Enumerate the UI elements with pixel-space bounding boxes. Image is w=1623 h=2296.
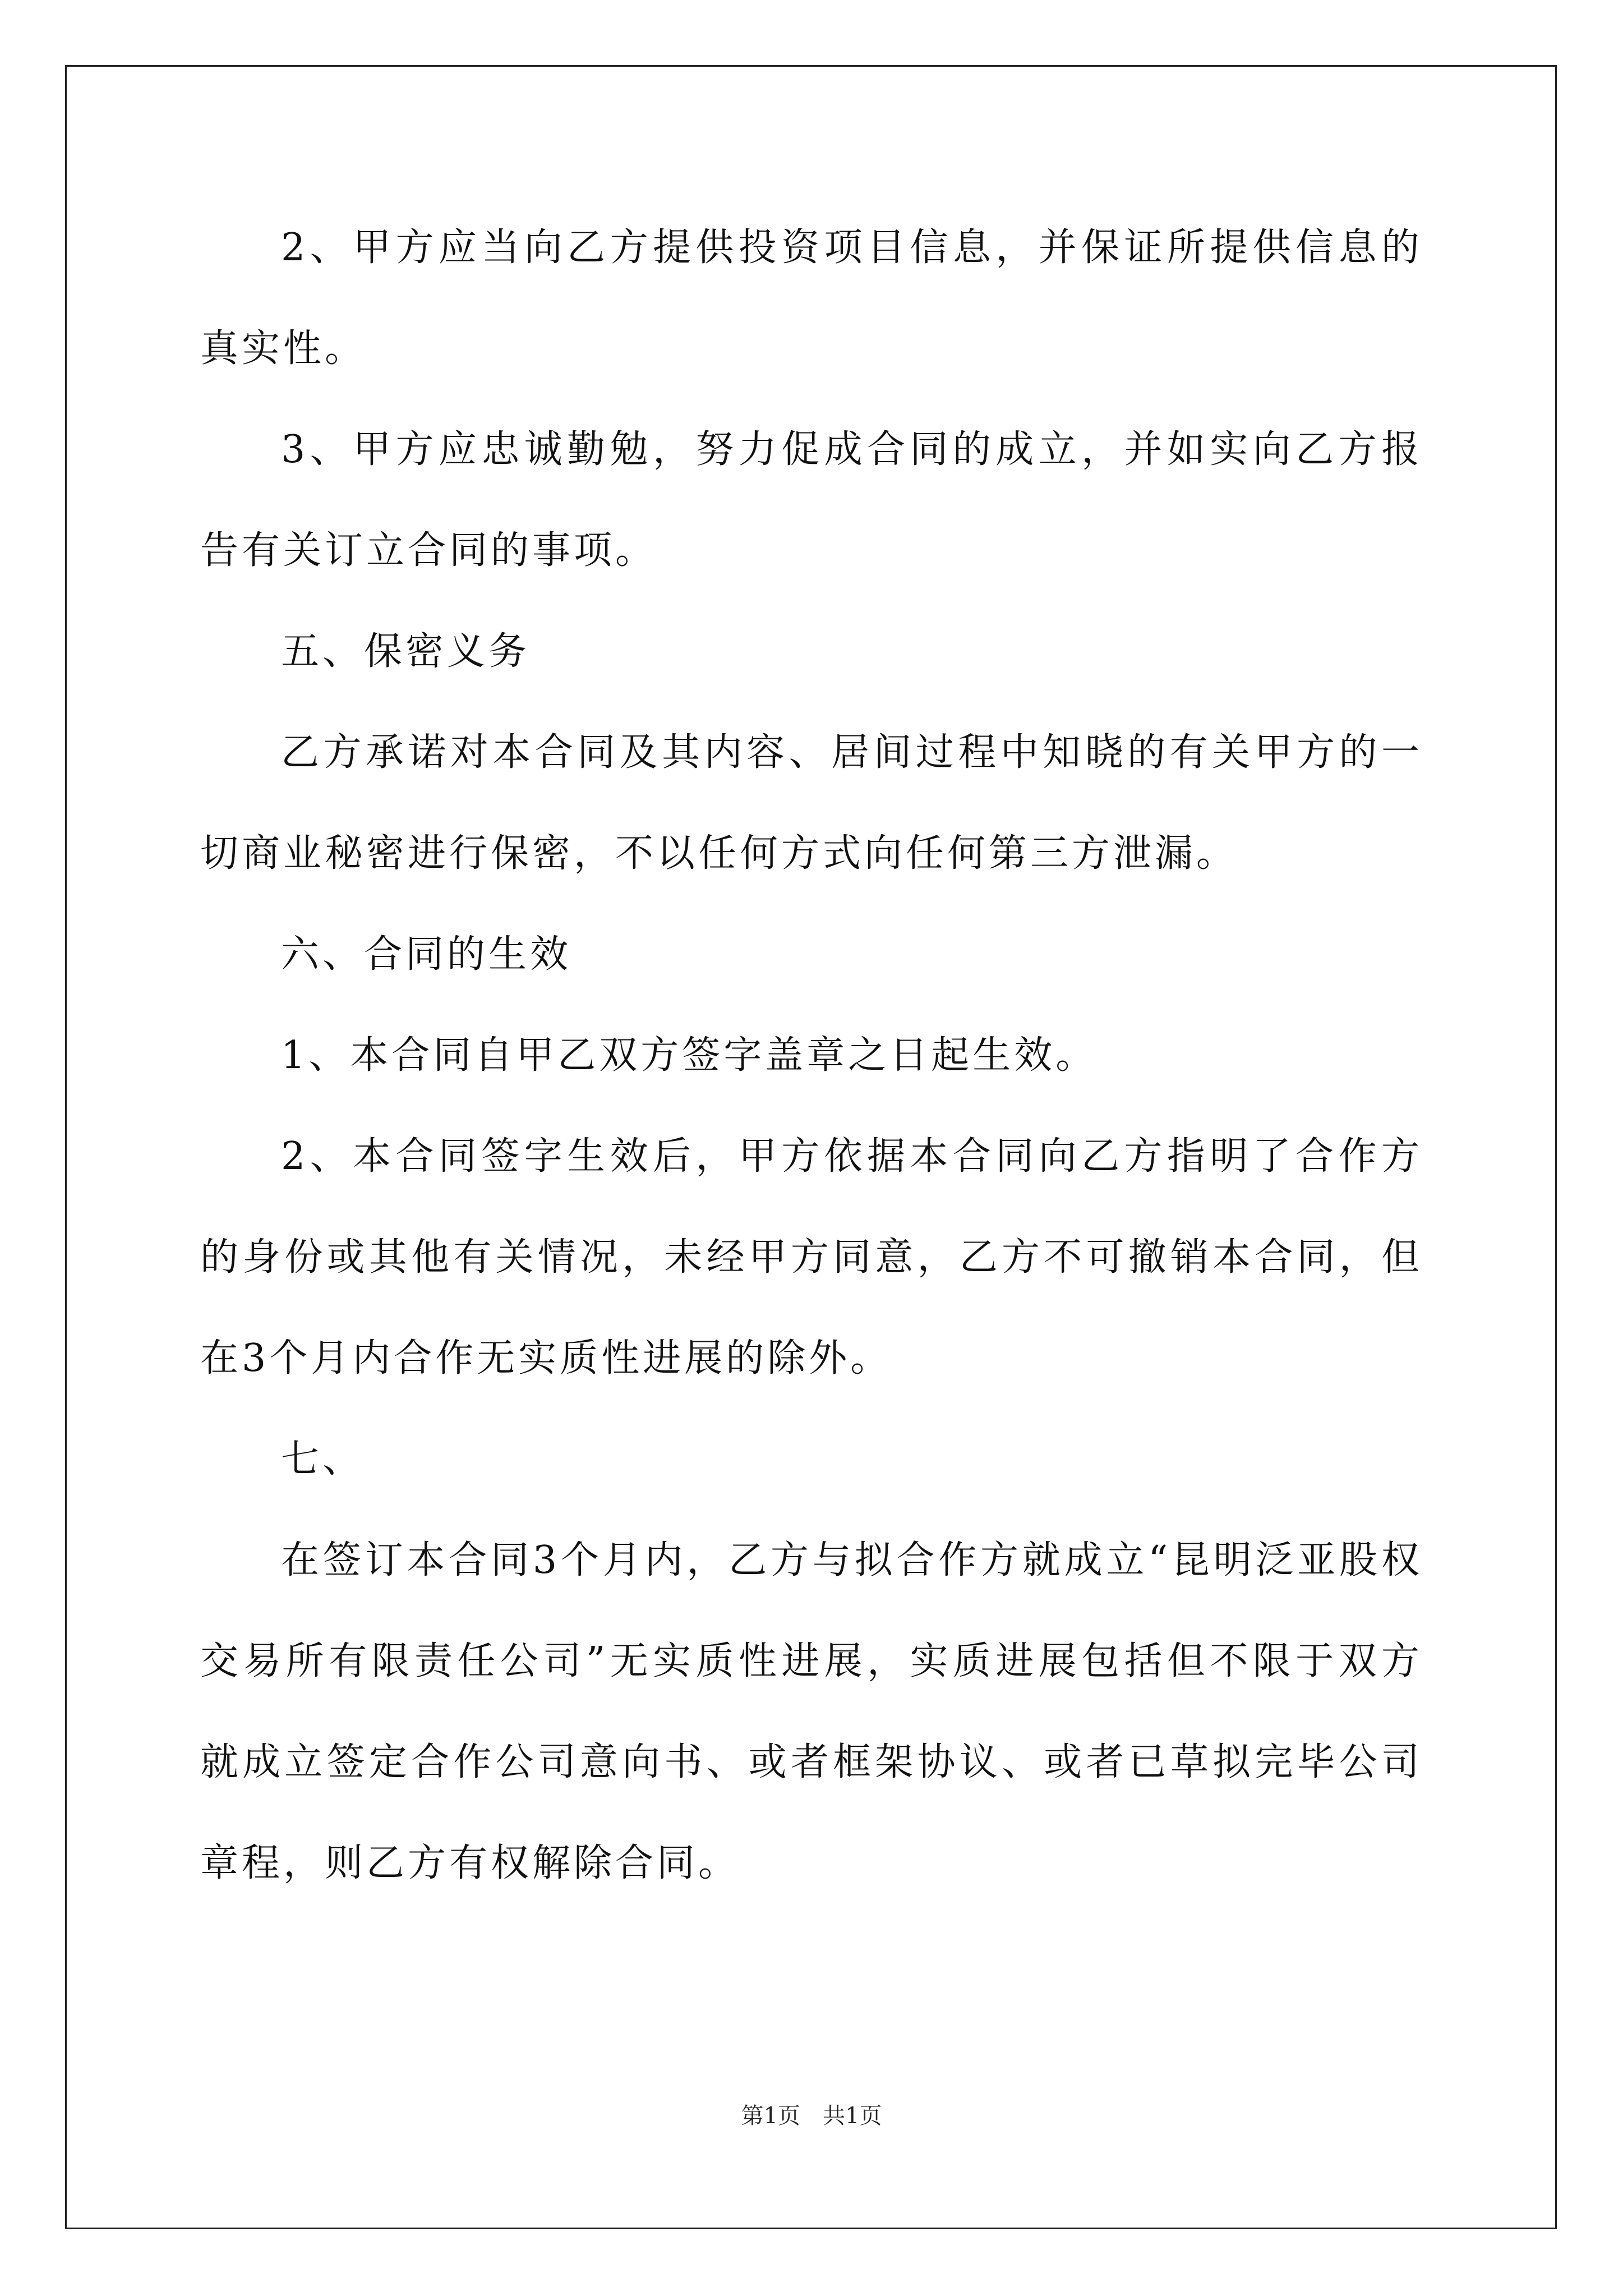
section-heading-seven: 七、 — [281, 1437, 365, 1481]
document-body — [200, 197, 1423, 1914]
paragraph-confidentiality: 乙方承诺对本合同及其内容、居间过程中知晓的有关甲方的一切商业秘密进行保密，不以任何方式向任何第三方泄漏。 — [200, 730, 1423, 876]
paragraph-clause-7: 在签订本合同3个月内，乙方与拟合作方就成立“昆明泛亚股权交易所有限责任公司”无实质性进展，实质进展包括但不限于双方就成立签定合作公司意向书、或者框架协议、或者已草拟完毕公司章程，则乙方有权解除合同。 — [200, 1538, 1423, 1885]
paragraph-clause-4-2: 2、甲方应当向乙方提供投资项目信息，并保证所提供信息的真实性。 — [200, 226, 1423, 371]
section-heading-confidentiality: 五、保密义务 — [281, 629, 531, 674]
page-footer: 第1页 共1页 — [741, 2103, 882, 2129]
paragraph-clause-6-1: 1、本合同自甲乙双方签字盖章之日起生效。 — [281, 1033, 1098, 1078]
paragraph-clause-4-3: 3、甲方应忠诚勤勉，努力促成合同的成立，并如实向乙方报告有关订立合同的事项。 — [200, 427, 1423, 573]
paragraph-clause-6-2: 2、本合同签字生效后，甲方依据本合同向乙方指明了合作方的身份或其他有关情况，未经甲方同意，乙方不可撤销本合同，但在3个月内合作无实质性进展的除外。 — [200, 1134, 1423, 1381]
section-heading-effectiveness: 六、合同的生效 — [281, 932, 572, 977]
